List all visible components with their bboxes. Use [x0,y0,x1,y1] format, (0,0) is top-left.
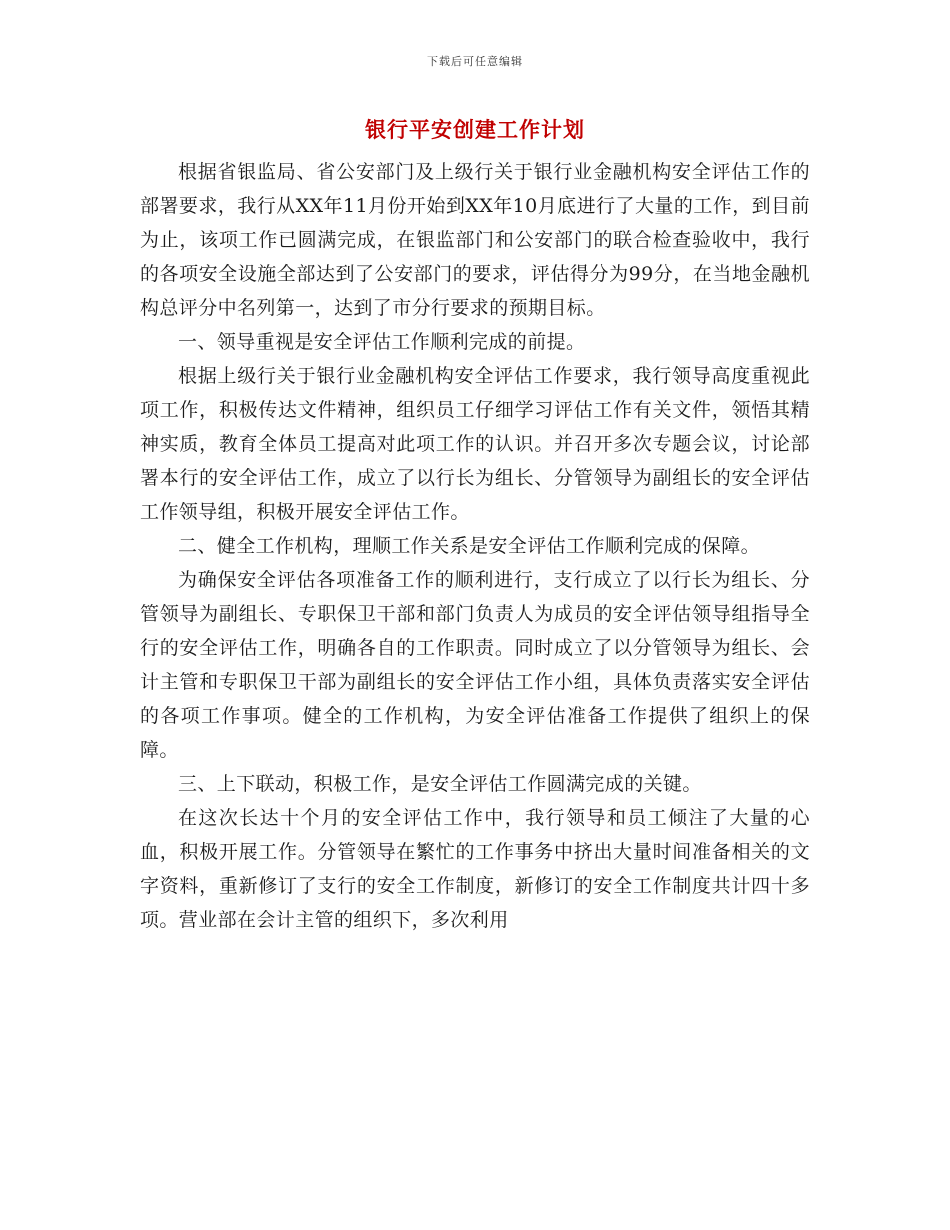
paragraph-section-2: 为确保安全评估各项准备工作的顺利进行，支行成立了以行长为组长、分管领导为副组长、专职保卫干部和部门负责人为成员的安全评估领导组指导全行的安全评估工作，明确各自的工作职责。同时成立了以分管领导为组长、会计主管和专职保卫干部为副组长的安全评估工作小组，具体负责落实安全评估的各项工作事项。健全的工作机构，为安全评估准备工作提供了组织上的保障。 [140,569,810,761]
paragraph-section-3: 在这次长达十个月的安全评估工作中，我行领导和员工倾注了大量的心血，积极开展工作。分管领导在繁忙的工作事务中挤出大量时间准备相关的文字资料，重新修订了支行的安全工作制度，新修订的安全工作制度共计四十多项。营业部在会计主管的组织下，多次利用 [140,807,810,931]
document-body [140,155,810,937]
header-note: 下载后可任意编辑 [427,55,523,68]
document-title: 银行平安创建工作计划 [365,117,585,142]
section-heading-2: 二、健全工作机构，理顺工作关系是安全评估工作顺利完成的保障。 [178,535,761,557]
section-heading-3: 三、上下联动，积极工作，是安全评估工作圆满完成的关键。 [178,773,702,795]
paragraph-intro: 根据省银监局、省公安部门及上级行关于银行业金融机构安全评估工作的部署要求，我行从XX年11月份开始到XX年10月底进行了大量的工作，到目前为止，该项工作已圆满完成，在银监部门和公安部门的联合检查验收中，我行的各项安全设施全部达到了公安部门的要求，评估得分为99分，在当地金融机构总评分中名列第一，达到了市分行要求的预期目标。 [140,161,810,319]
section-heading-1: 一、领导重视是安全评估工作顺利完成的前提。 [178,331,586,353]
paragraph-section-1: 根据上级行关于银行业金融机构安全评估工作要求，我行领导高度重视此项工作，积极传达文件精神，组织员工仔细学习评估工作有关文件，领悟其精神实质，教育全体员工提高对此项工作的认识。并召开多次专题会议，讨论部署本行的安全评估工作，成立了以行长为组长、分管领导为副组长的安全评估工作领导组，积极开展安全评估工作。 [140,365,810,523]
